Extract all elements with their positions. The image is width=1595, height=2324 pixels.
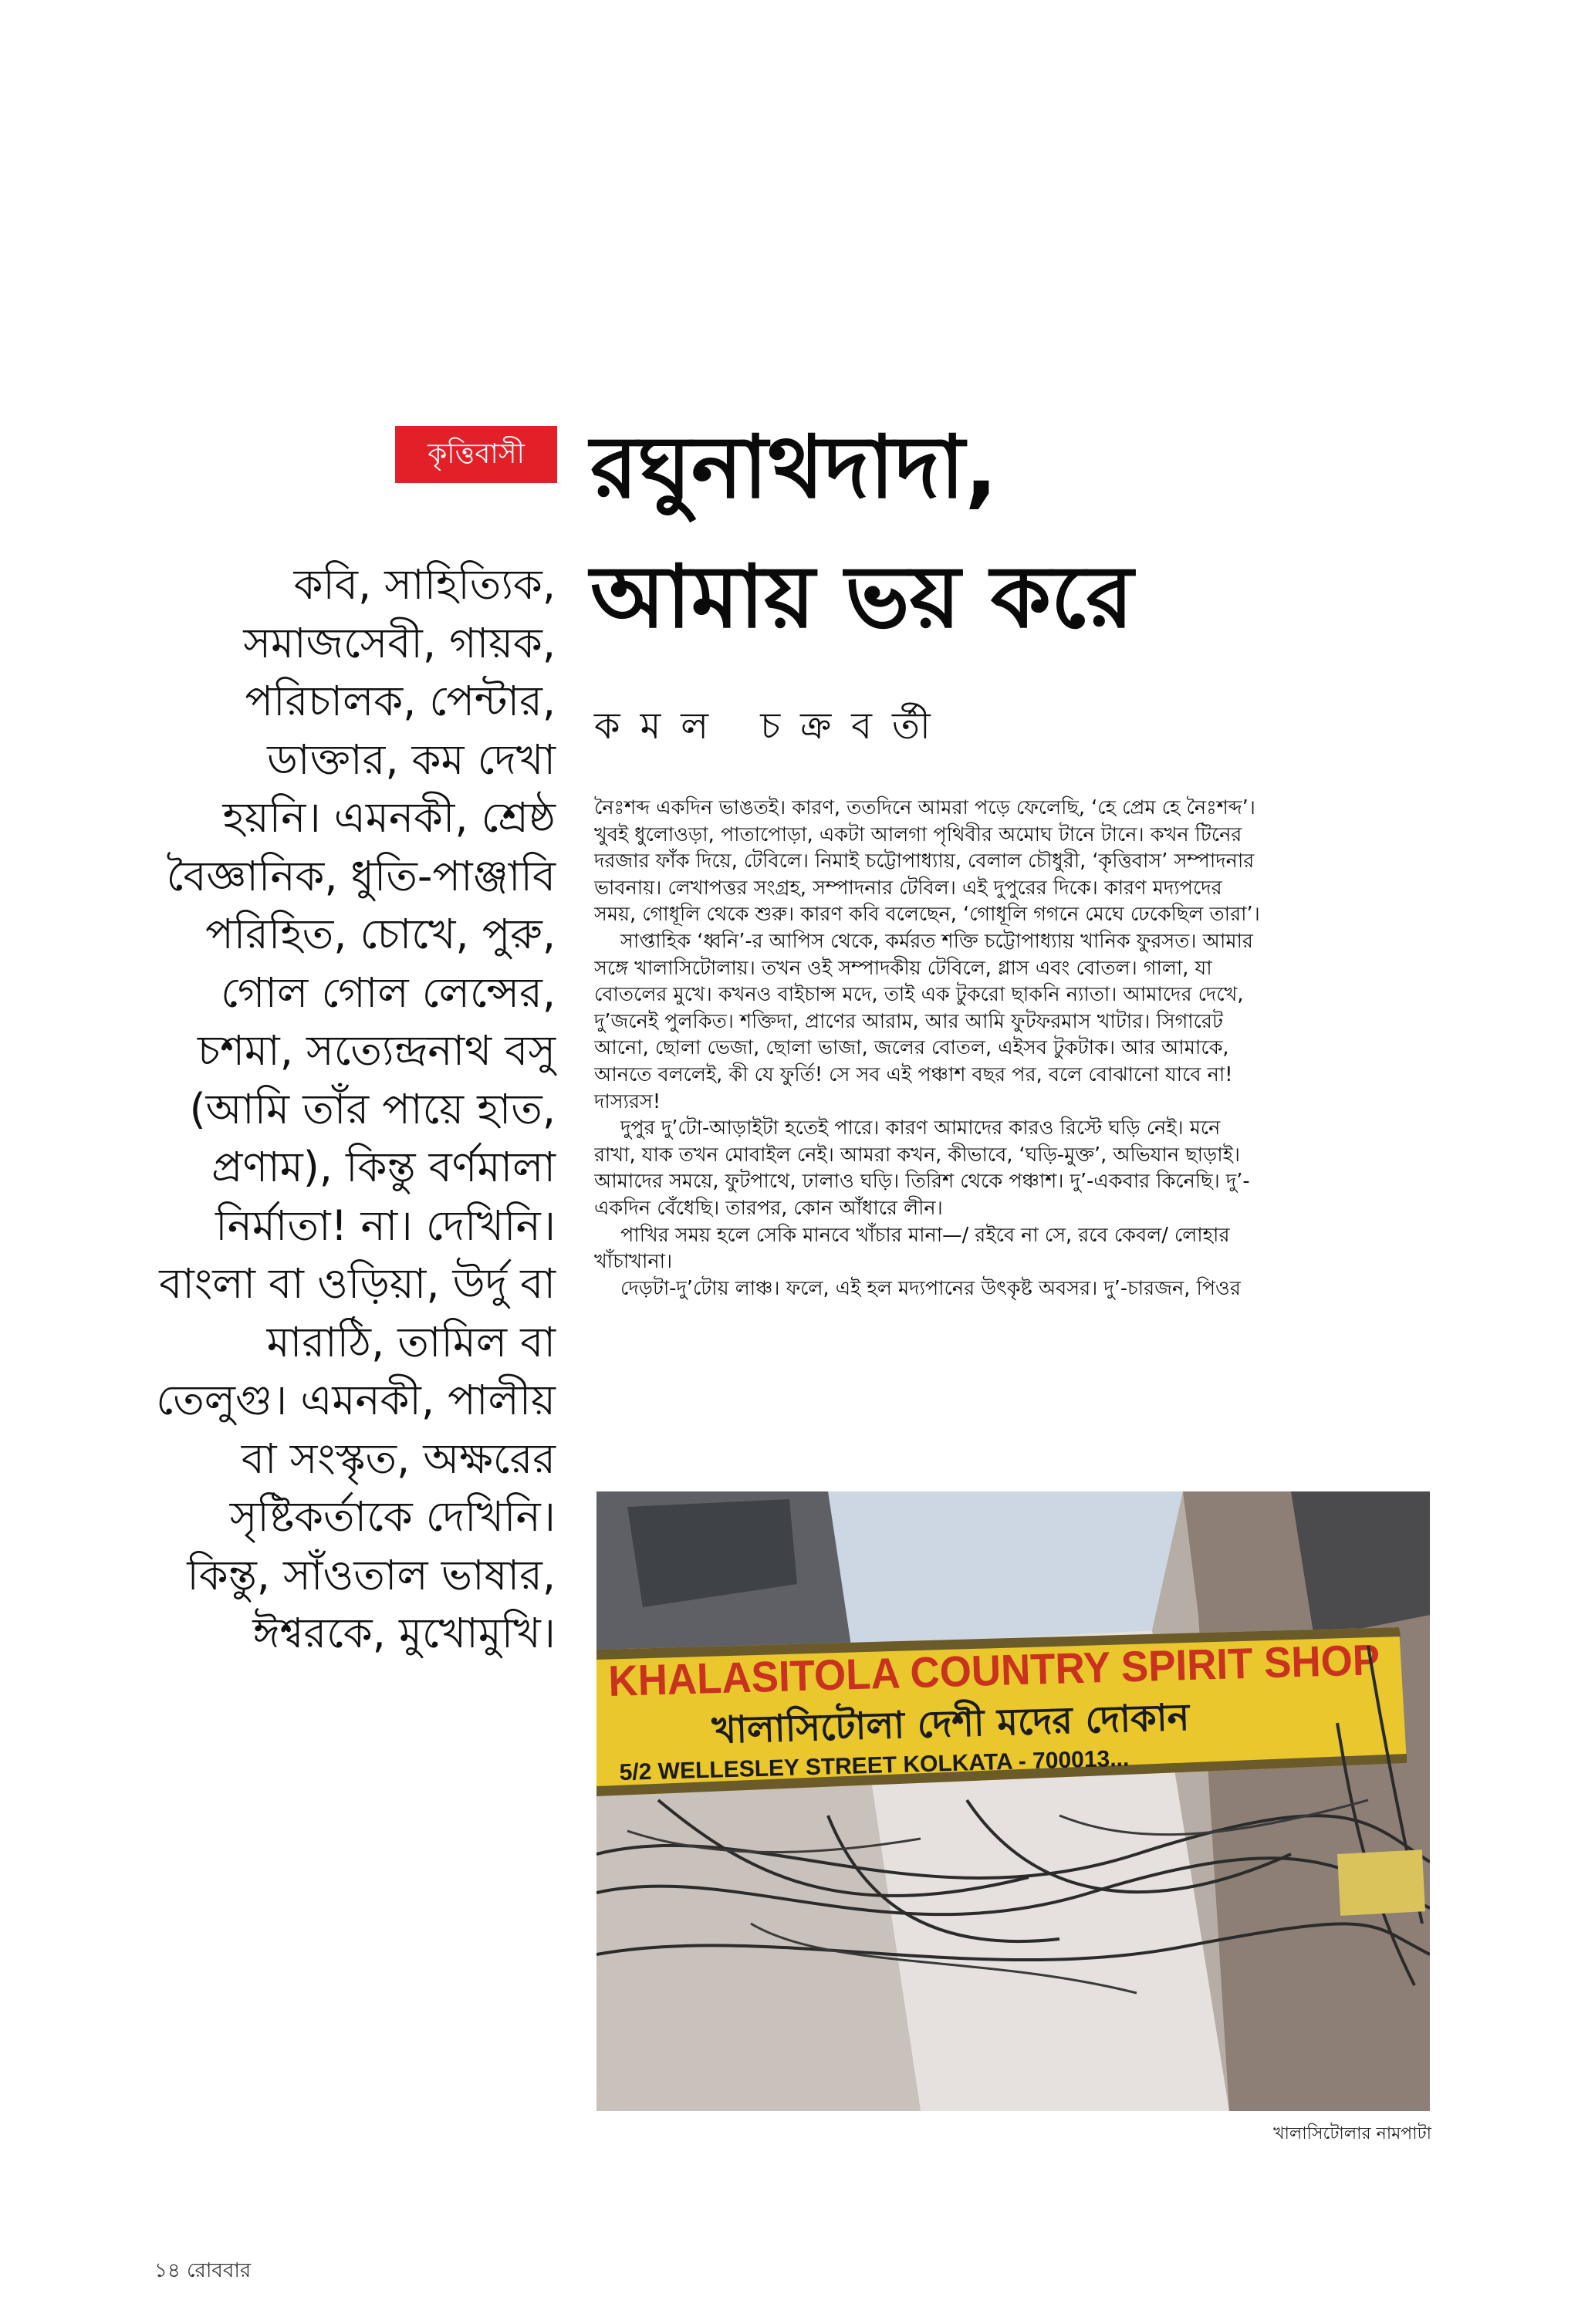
author-byline: কমল চক্রবর্তী — [594, 704, 951, 748]
pull-quote — [116, 556, 556, 1663]
body-line: দুপুর দু’টো-আড়াইটা হতেই পারে। কারণ আমাদের কারও রিস্টে ঘড়ি নেই। মনে — [620, 1116, 1221, 1140]
title-line: রঘুনাথদাদা, — [590, 417, 998, 518]
pull-quote-line: সৃষ্টিকর্তাকে দেখিনি। — [229, 1492, 556, 1541]
body-line: পাখির সময় হলে সেকি মানবে খাঁচার মানা—/ রইবে না সে, রবে কেবল/ লোহার — [620, 1223, 1230, 1247]
photo-caption: খালাসিটোলার নামপাটা — [1273, 2124, 1431, 2143]
pull-quote-line: প্রণাম), কিন্তু বর্ণমালা — [211, 1143, 556, 1191]
body-line: দাস্যরস! — [594, 1089, 661, 1113]
pull-quote-line: হয়নি। এমনকী, শ্রেষ্ঠ — [222, 793, 556, 842]
pull-quote-line: মারাঠি, তামিল বা — [266, 1317, 556, 1366]
pull-quote-line: নির্মাতা! না। দেখিনি। — [215, 1201, 556, 1250]
pull-quote-line: তেলুগু। এমনকী, পালীয় — [156, 1376, 556, 1424]
body-line: খাঁচাখানা। — [594, 1250, 673, 1274]
title-line: আমায় ভয় করে — [590, 547, 1134, 647]
body-line: দু’জনেই পুলকিত। শক্তিদা, প্রাণের আরাম, আর আমি ফুটফরমাস খাটার। সিগারেট — [594, 1009, 1223, 1033]
pull-quote-line: বা সংস্কৃত, অক্ষরের — [241, 1434, 556, 1483]
pull-quote-line: কবি, সাহিত্যিক, — [293, 560, 556, 609]
pull-quote-line: ঈশ্বরকে, মুখোমুখি। — [252, 1609, 556, 1657]
article-title — [590, 403, 1362, 662]
body-line: দেড়টা-দু’টোয় লাঞ্চ। ফলে, এই হল মদ্যপানের উৎকৃষ্ট অবসর। দু’-চারজন, পিওর — [620, 1276, 1241, 1300]
pull-quote-line: পরিচালক, পেন্টার, — [245, 677, 556, 725]
shop-sign-photo — [596, 1491, 1430, 2111]
section-badge: কৃত্তিবাসী — [395, 426, 557, 483]
pull-quote-line: চশমা, সত্যেন্দ্রনাথ বসু — [197, 1026, 556, 1075]
article-body — [594, 795, 1420, 1302]
body-line: সঙ্গে খালাসিটোলায়। তখন ওই সম্পাদকীয় টেবিলে, গ্লাস এবং বোতল। গালা, যা — [594, 956, 1212, 980]
pull-quote-line: ডাক্তার, কম দেখা — [267, 735, 556, 784]
body-line: আমাদের সময়ে, ফুটপাথে, ঢালাও ঘড়ি। তিরিশ থেকে পঞ্চাশ। দু’-একবার কিনেছি। দু’- — [594, 1170, 1250, 1194]
body-line: নৈঃশব্দ একদিন ভাঙতই। কারণ, ততদিনে আমরা পড়ে ফেলেছি, ‘হে প্রেম হে নৈঃশব্দ’। — [594, 796, 1255, 819]
pull-quote-line: (আমি তাঁর পায়ে হাত, — [189, 1084, 556, 1133]
body-line: সময়, গোধূলি থেকে শুরু। কারণ কবি বলেছেন, ‘গোধূলি গগনে মেঘে ঢেকেছিল তারা’। — [594, 903, 1260, 927]
body-line: আনতে বললেই, কী যে ফুর্তি! সে সব এই পঞ্চাশ বছর পর, বলে বোঝানো যাবে না! — [594, 1062, 1233, 1086]
body-line: একদিন বেঁধেছি। তারপর, কোন আঁধারে লীন। — [594, 1196, 943, 1220]
body-line: আনো, ছোলা ভেজা, ছোলা ভাজা, জলের বোতল, এইসব টুকটাক। আর আমাকে, — [594, 1036, 1229, 1060]
sign-text-bengali: খালাসিটোলা দেশী মদের দোকান — [711, 1695, 1190, 1752]
body-line: ভাবনায়। লেখাপত্তর সংগ্রহ, সম্পাদনার টেবিল। এই দুপুরের দিকে। কারণ মদ্যপদের — [594, 876, 1222, 900]
body-line: খুবই ধুলোওড়া, পাতাপোড়া, একটা আলগা পৃথিবীর অমোঘ টানে টানে। কখন টিনের — [594, 823, 1242, 846]
pull-quote-line: বৈজ্ঞানিক, ধুতি-পাঞ্জাবি — [166, 851, 556, 900]
pull-quote-line: কিন্তু, সাঁওতাল ভাষার, — [187, 1550, 556, 1599]
sign-text-address: 5/2 WELLESLEY STREET KOLKATA - 700013... — [619, 1745, 1130, 1785]
pull-quote-line: পরিহিত, চোখে, পুরু, — [205, 910, 556, 958]
body-line: রাখা, যাক তখন মোবাইল নেই। আমরা কখন, কীভাবে, ‘ঘড়ি-মুক্ত’, অভিযান ছাড়াই। — [594, 1143, 1240, 1167]
pull-quote-line: বাংলা বা ওড়িয়া, উর্দু বা — [159, 1259, 556, 1308]
page-folio: ১৪ রোববার — [154, 2259, 252, 2282]
pull-quote-line: গোল গোল লেন্সের, — [221, 968, 556, 1017]
sign-text-english: KHALASITOLA COUNTRY SPIRIT SHOP — [607, 1633, 1425, 1705]
body-line: সাপ্তাহিক ‘ধ্বনি’-র আপিস থেকে, কর্মরত শক্তি চট্টোপাধ্যায় খানিক ফুরসত। আমার — [620, 929, 1253, 953]
body-line: বোতলের মুখে। কখনও বাইচান্স মদে, তাই এক টুকরো ছাকনি ন্যাতা। আমাদের দেখে, — [594, 983, 1244, 1007]
body-line: দরজার ফাঁক দিয়ে, টেবিলে। নিমাই চট্টোপাধ্যায়, বেলাল চৌধুরী, ‘কৃত্তিবাস’ সম্পাদনার — [594, 850, 1255, 873]
pull-quote-line: সমাজসেবী, গায়ক, — [243, 618, 556, 667]
